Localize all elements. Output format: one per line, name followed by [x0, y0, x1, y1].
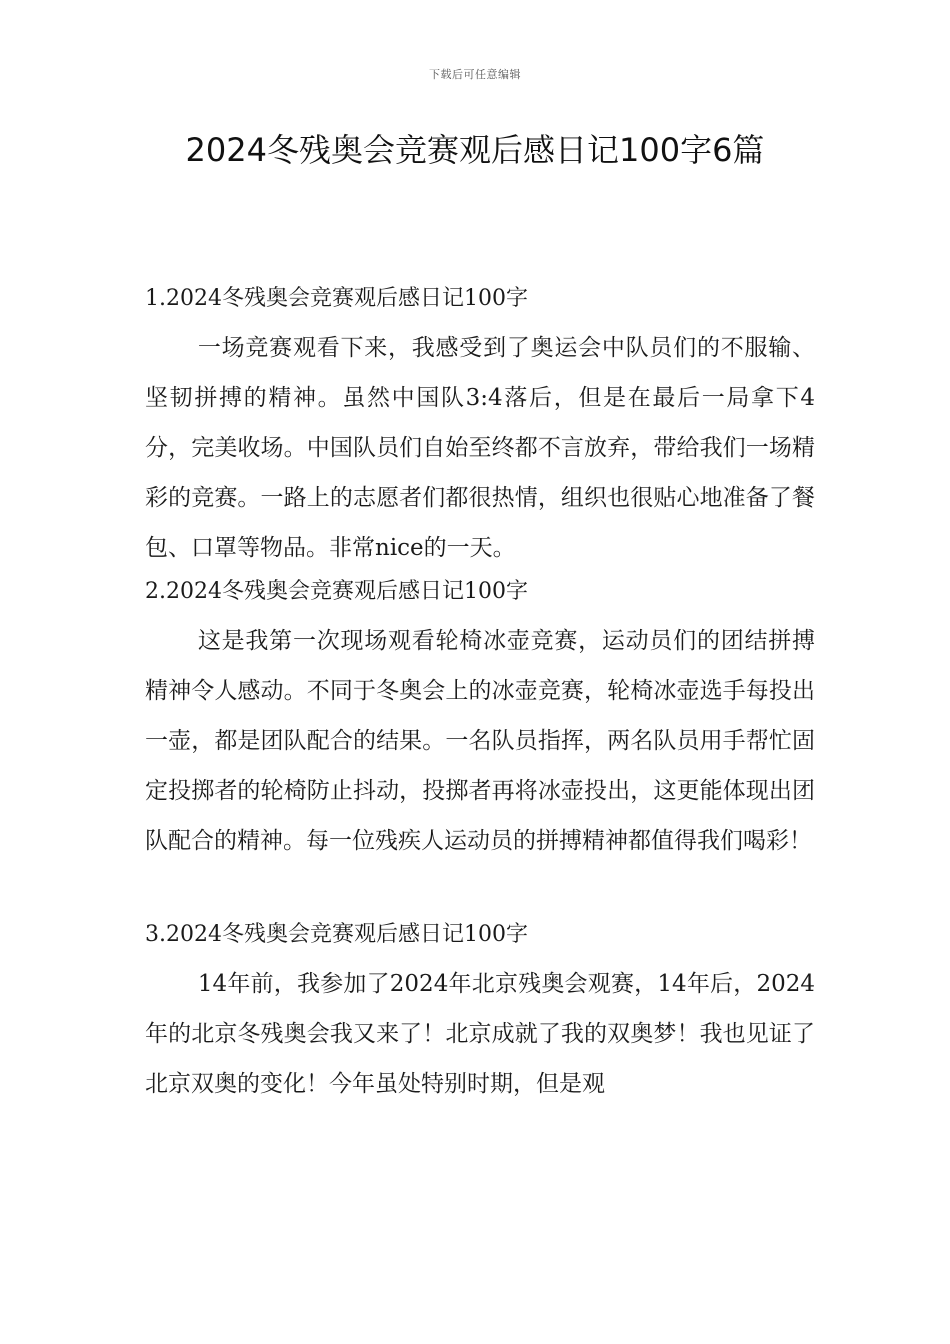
section-paragraph: 14年前，我参加了2024年北京残奥会观赛，14年后，2024年的北京冬残奥会我又来了！北京成就了我的双奥梦！我也见证了北京双奥的变化！今年虽处特别时期，但是观: [145, 971, 815, 1097]
section-3: [145, 916, 815, 1109]
section-paragraph: 这是我第一次现场观看轮椅冰壶竞赛，运动员们的团结拼搏精神令人感动。不同于冬奥会上的冰壶竞赛，轮椅冰壶选手每投出一壶，都是团队配合的结果。一名队员指挥，两名队员用手帮忙固定投掷者的轮椅防止抖动，投掷者再将冰壶投出，这更能体现出团队配合的精神。每一位残疾人运动员的拼搏精神都值得我们喝彩！: [145, 628, 815, 854]
document-title: 2024冬残奥会竞赛观后感日记100字6篇: [185, 131, 765, 169]
section-heading: 1.2024冬残奥会竞赛观后感日记100字: [145, 286, 528, 311]
section-2: [145, 573, 815, 866]
header-note: 下载后可任意编辑: [429, 68, 521, 81]
document-body: [145, 280, 815, 1109]
section-paragraph: 一场竞赛观看下来，我感受到了奥运会中队员们的不服输、坚韧拼搏的精神。虽然中国队3:4落后，但是在最后一局拿下4分，完美收场。中国队员们自始至终都不言放弃，带给我们一场精彩的竞赛。一路上的志愿者们都很热情，组织也很贴心地准备了餐包、口罩等物品。非常nice的一天。: [145, 335, 815, 561]
section-heading: 3.2024冬残奥会竞赛观后感日记100字: [145, 922, 528, 947]
section-heading: 2.2024冬残奥会竞赛观后感日记100字: [145, 579, 528, 604]
section-1: [145, 280, 815, 573]
